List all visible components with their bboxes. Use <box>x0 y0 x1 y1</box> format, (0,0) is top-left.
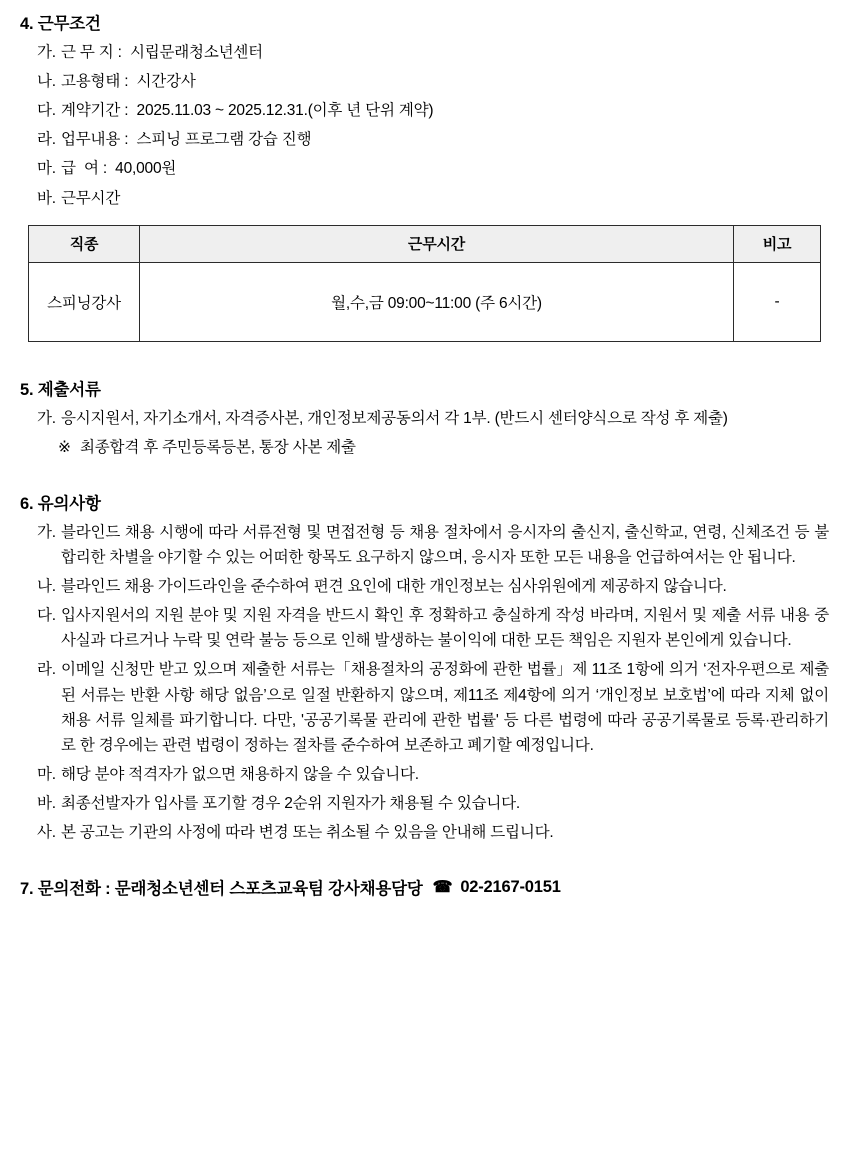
list-item-text: 블라인드 채용 가이드라인을 준수하여 편견 요인에 대한 개인정보는 심사위원에게 제공하지 않습니다. <box>61 578 727 596</box>
work-hours-table-wrapper <box>20 225 829 342</box>
list-item-text: 최종선발자가 입사를 포기할 경우 2순위 지원자가 채용될 수 있습니다. <box>61 794 521 812</box>
list-item-marker: 마. <box>37 765 56 783</box>
phone-icon: ☎ <box>432 879 453 897</box>
section-documents <box>20 376 829 460</box>
list-item-text: 급 여 : 40,000원 <box>61 160 177 178</box>
list-item-text: 입사지원서의 지원 분야 및 지원 자격을 반드시 확인 후 정확하고 충실하게 작성 바라며, 지원서 및 제출 서류 내용 중 사실과 다르거나 누락 및 연락 불능 등으로 인해 발생하는 불이익에 대한 모든 책임은 지원자 본인에게 있습니다. <box>61 607 834 650</box>
list-item <box>20 791 829 816</box>
list-item-marker: 라. <box>37 661 56 679</box>
list-item-marker: 다. <box>37 607 56 625</box>
section-heading-work-conditions: 4. 근무조건 <box>20 15 101 33</box>
list-item <box>20 762 829 787</box>
list-item <box>20 69 829 94</box>
list-item-text: 업무내용 : 스피닝 프로그램 강습 진행 <box>61 131 312 149</box>
table-header-row <box>29 225 821 262</box>
column-header-hours: 근무시간 <box>140 225 734 262</box>
table-header <box>29 225 821 262</box>
list-item <box>20 820 829 845</box>
list-item <box>20 40 829 65</box>
list-item <box>20 156 829 181</box>
list-item <box>20 98 829 123</box>
section-notices <box>20 490 834 845</box>
list-item-text: 본 공고는 기관의 사정에 따라 변경 또는 취소될 수 있음을 안내해 드립니다. <box>61 824 554 842</box>
list-item <box>20 603 834 653</box>
cell-job: 스피닝강사 <box>29 262 140 341</box>
list-item-marker: 나. <box>37 73 56 91</box>
list-item <box>20 657 834 757</box>
section-contact <box>20 875 829 899</box>
list-item-marker: 가. <box>37 44 56 61</box>
list-item-marker: 바. <box>37 794 56 812</box>
work-hours-table <box>28 225 821 342</box>
list-item-marker: 가. <box>37 523 56 541</box>
list-item-marker: 가. <box>37 409 56 427</box>
list-item-text: 계약기간 : 2025.11.03 ~ 2025.12.31.(이후 년 단위 계약) <box>61 102 434 120</box>
list-item-marker: 바. <box>37 189 56 207</box>
column-header-note: 비고 <box>734 225 821 262</box>
list-item-marker: 나. <box>37 578 56 596</box>
list-item-marker: 다. <box>37 102 56 120</box>
section-heading-documents: 5. 제출서류 <box>20 380 101 399</box>
list-item <box>20 574 829 599</box>
list-item <box>20 520 829 570</box>
list-item-marker: 마. <box>37 160 56 178</box>
note-text: 최종합격 후 주민등록등본, 통장 사본 제출 <box>80 438 356 456</box>
list-item <box>20 406 829 431</box>
list-item-text: 이메일 신청만 받고 있으며 제출한 서류는「채용절차의 공정화에 관한 법률」제 11조 1항에 의거 ‘전자우편으로 제출된 서류는 반환 사항 해당 없음’으로 일절 반환하지 않으며, 제11조 제4항에 의거 ‘개인정보 보호법’에 따라 지체 없이 채용 서류 일체를 파기합니다. 다만, '공공기록물 관리에 관한 법률' 등 다른 법령에 따라 공공기록물로 등록·관리하기로 한 경우에는 관련 법령이 정하는 절차를 준수하여 보존하고 폐기할 예정입니다. <box>61 661 834 754</box>
list-item-text: 응시지원서, 자기소개서, 자격증사본, 개인정보제공동의서 각 1부. (반드시 센터양식으로 작성 후 제출) <box>61 409 728 427</box>
list-item-text: 고용형태 : 시간강사 <box>61 73 196 91</box>
list-item <box>20 127 829 152</box>
cell-note: - <box>734 262 821 341</box>
list-item-marker: 사. <box>37 824 56 842</box>
note-marker: ※ <box>58 438 71 456</box>
list-item-text: 근무시간 <box>61 189 121 207</box>
list-item-text: 해당 분야 적격자가 없으면 채용하지 않을 수 있습니다. <box>61 765 419 783</box>
documents-note <box>20 435 829 460</box>
table-body <box>29 262 821 341</box>
section-heading-notices: 6. 유의사항 <box>20 494 101 513</box>
column-header-job: 직종 <box>29 225 140 262</box>
section-work-conditions <box>20 10 829 342</box>
list-item-marker: 라. <box>37 131 56 149</box>
list-item <box>20 186 829 211</box>
contact-phone-number: 02-2167-0151 <box>460 877 561 896</box>
list-item-text: 블라인드 채용 시행에 따라 서류전형 및 면접전형 등 채용 절차에서 응시자의 출신지, 출신학교, 연령, 신체조건 등 불합리한 차별을 야기할 수 있는 어떠한 항목도 요구하지 않으며, 응시자 또한 모든 내용을 언급하여서는 안 됩니다. <box>61 523 829 566</box>
cell-hours: 월,수,금 09:00~11:00 (주 6시간) <box>140 262 734 341</box>
contact-label: 7. 문의전화 : 문래청소년센터 스포츠교육팀 강사채용담당 <box>20 880 423 899</box>
list-item-text: 근 무 지 : 시립문래청소년센터 <box>61 44 263 61</box>
table-row <box>29 262 821 341</box>
